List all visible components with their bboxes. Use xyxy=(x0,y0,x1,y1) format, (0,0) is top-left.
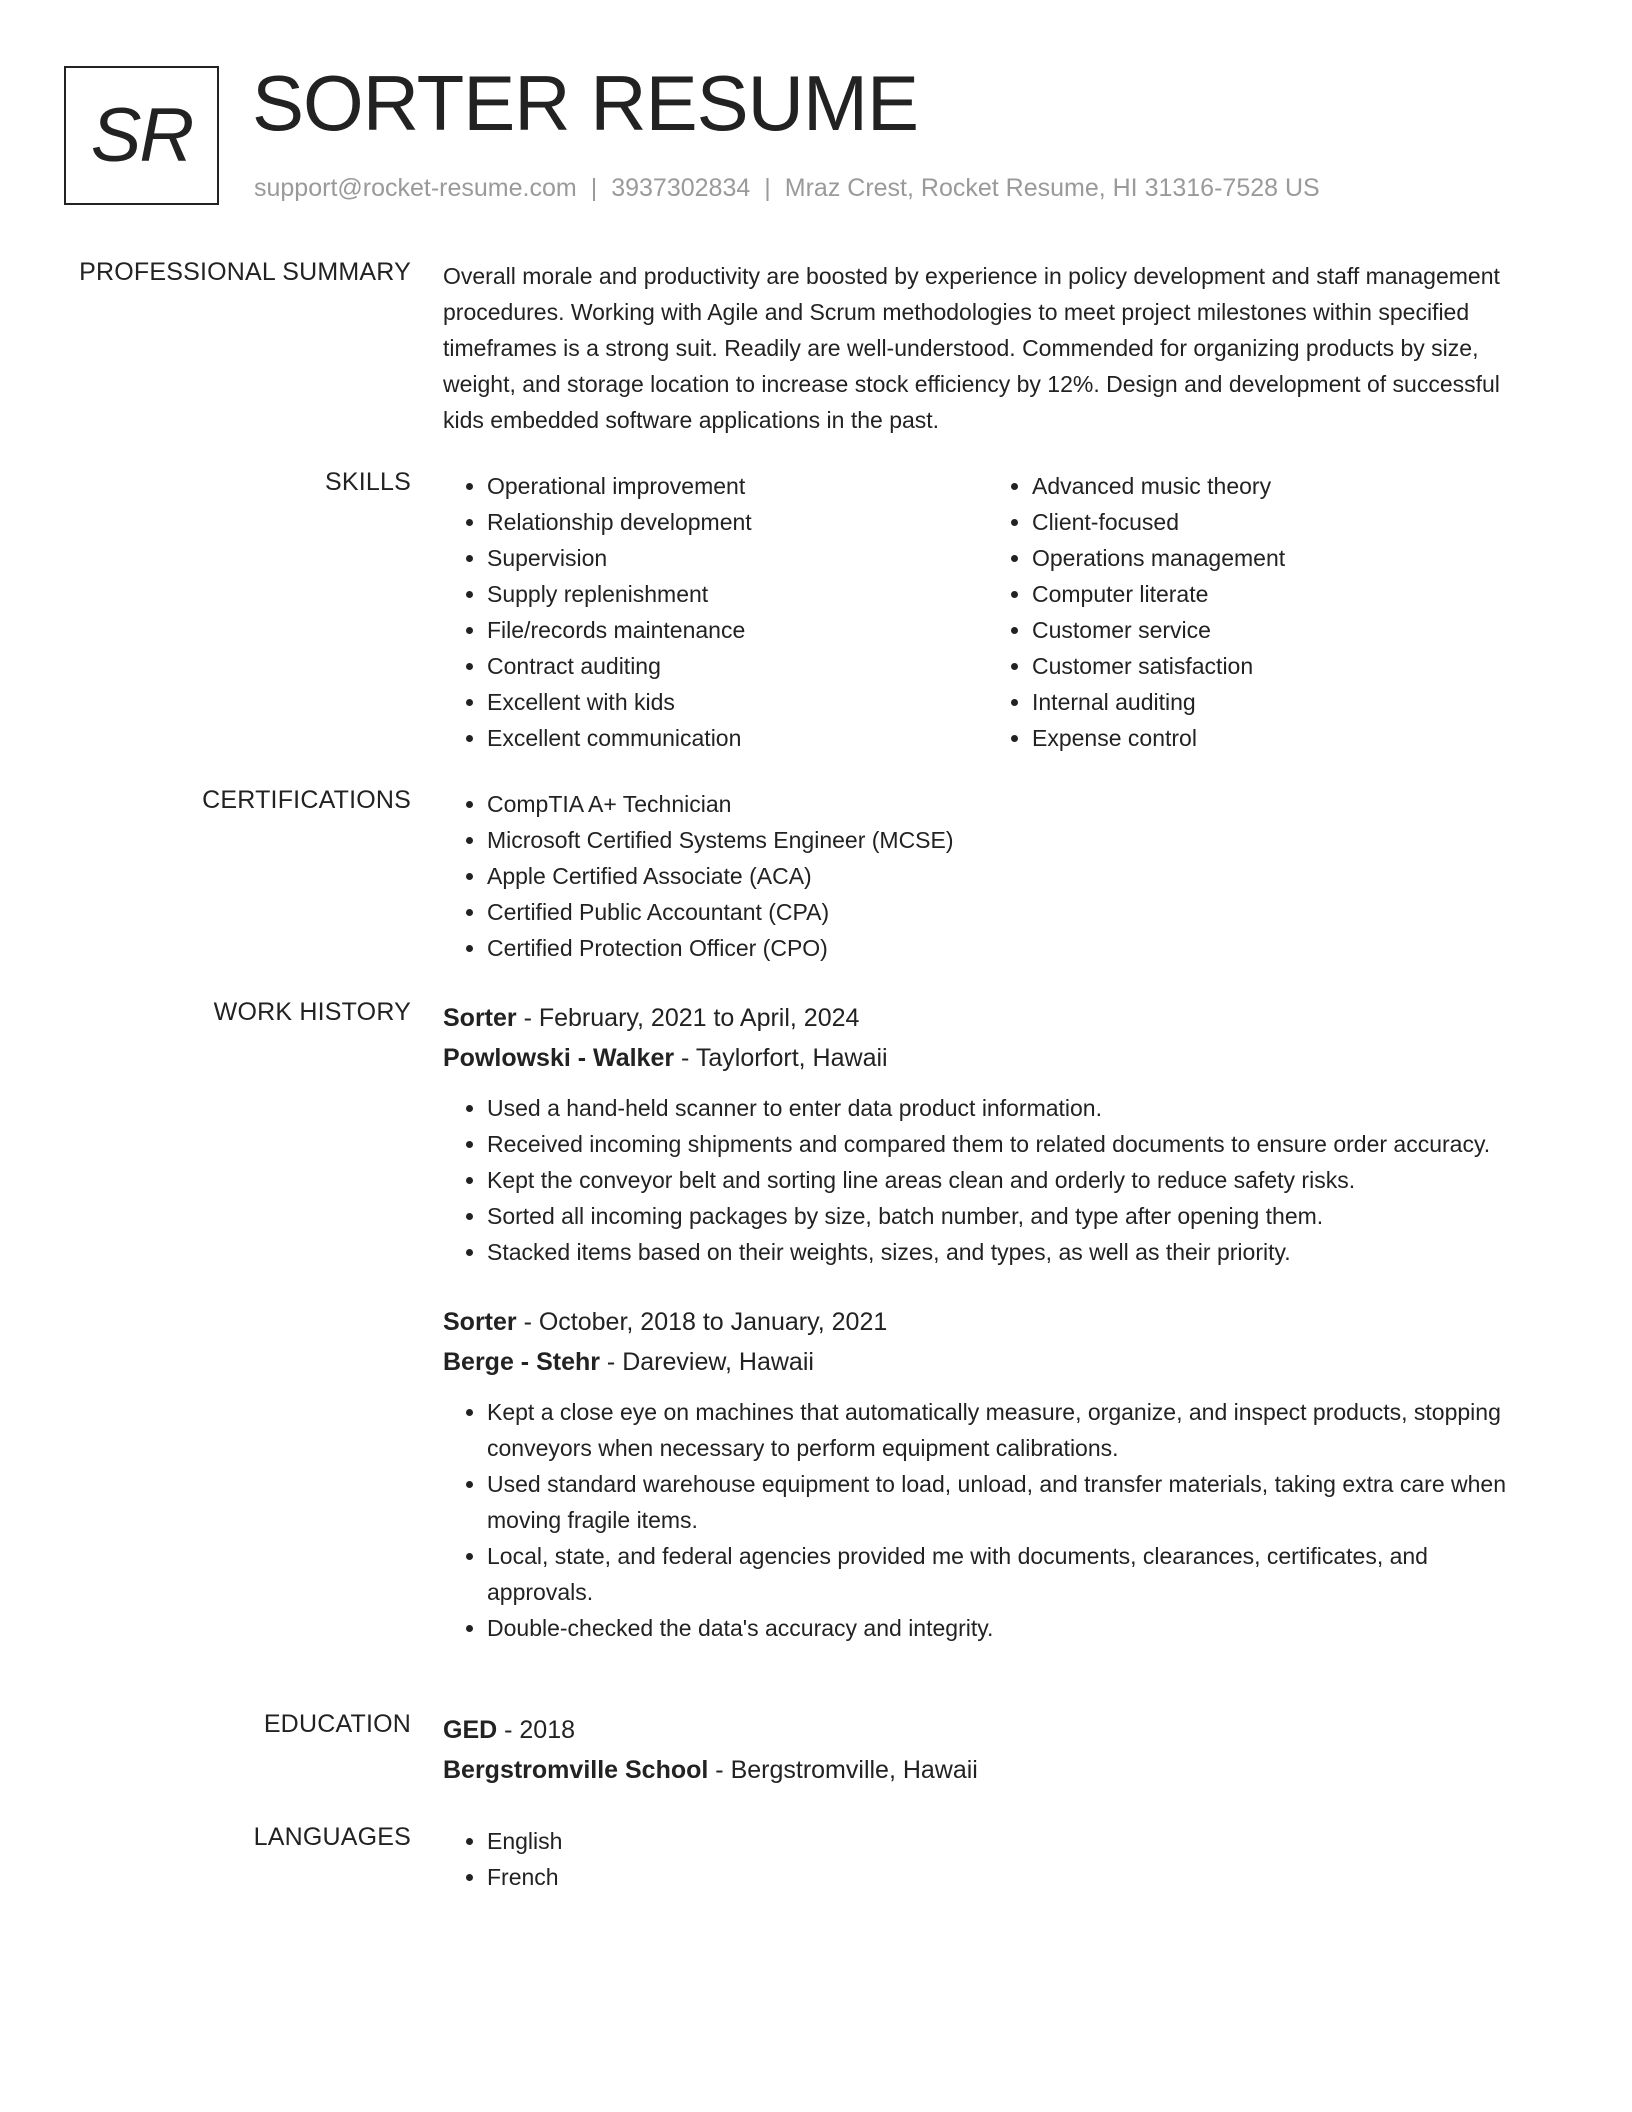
contact-address: Mraz Crest, Rocket Resume, HI 31316-7528 US xyxy=(784,174,1320,202)
certification-item: • Certified Public Accountant (CPA) xyxy=(487,894,1533,930)
job-title-line xyxy=(443,1302,1533,1342)
monogram-logo: SR xyxy=(64,66,219,205)
skill-item: • Operational improvement xyxy=(487,468,988,504)
section-label-summary: PROFESSIONAL SUMMARY xyxy=(79,258,411,286)
skill-item: • Operations management xyxy=(1032,540,1533,576)
summary-text: Overall morale and productivity are boosted by experience in policy development and staff management procedures. Working with Agile and Scrum methodologies to meet project milestones within specified timeframes is a strong suit. Readily are well-understood. Commended for organizing products by size, weight, and storage location to increase stock efficiency by 12%. Design and development of successful kids embedded software applications in the past. xyxy=(443,263,1500,433)
job-duty-item: • Double-checked the data's accuracy and integrity. xyxy=(487,1610,1533,1646)
job-duties-list xyxy=(443,1394,1533,1646)
contact-line xyxy=(254,174,1320,203)
job-company: Powlowski - Walker xyxy=(443,1044,675,1072)
job-company: Berge - Stehr xyxy=(443,1348,600,1376)
job-title: Sorter xyxy=(443,1308,517,1336)
education-degree-line xyxy=(443,1710,1533,1750)
job-duty-item: • Stacked items based on their weights, sizes, and types, as well as their priority. xyxy=(487,1234,1533,1270)
skill-item: • Supervision xyxy=(487,540,988,576)
job-title: Sorter xyxy=(443,1004,517,1032)
skills-grid xyxy=(443,468,1533,756)
education-school: Bergstromville School xyxy=(443,1756,709,1784)
languages-list xyxy=(443,1823,1533,1895)
job-title-line xyxy=(443,998,1533,1038)
resume-name: SORTER RESUME xyxy=(252,59,918,147)
skill-item: • Supply replenishment xyxy=(487,576,988,612)
job-duty-item: • Sorted all incoming packages by size, batch number, and type after opening them. xyxy=(487,1198,1533,1234)
education-degree: GED xyxy=(443,1716,498,1744)
job-company-line xyxy=(443,1038,1533,1078)
skill-item: • Relationship development xyxy=(487,504,988,540)
job-duty-item: • Received incoming shipments and compared them to related documents to ensure order accuracy. xyxy=(487,1126,1533,1162)
language-item: • English xyxy=(487,1823,1533,1859)
certification-item: • CompTIA A+ Technician xyxy=(487,786,1533,822)
certification-item: • Microsoft Certified Systems Engineer (MCSE) xyxy=(487,822,1533,858)
certification-item: • Apple Certified Associate (ACA) xyxy=(487,858,1533,894)
skill-item: • Computer literate xyxy=(1032,576,1533,612)
education-year: - 2018 xyxy=(497,1716,576,1744)
skill-item: • Customer service xyxy=(1032,612,1533,648)
job-entry xyxy=(443,1302,1533,1646)
section-label-languages: LANGUAGES xyxy=(253,1823,411,1851)
job-location: - Taylorfort, Hawaii xyxy=(674,1044,888,1072)
skill-item: • Contract auditing xyxy=(487,648,988,684)
job-duty-item: • Local, state, and federal agencies provided me with documents, clearances, certificates, and approvals. xyxy=(487,1538,1533,1610)
job-entry xyxy=(443,998,1533,1270)
skills-list-left xyxy=(443,468,988,756)
skill-item: • File/records maintenance xyxy=(487,612,988,648)
skill-item: • Customer satisfaction xyxy=(1032,648,1533,684)
job-duties-list xyxy=(443,1090,1533,1270)
job-company-line xyxy=(443,1342,1533,1382)
job-duty-item: • Used a hand-held scanner to enter data product information. xyxy=(487,1090,1533,1126)
contact-phone[interactable]: 3937302834 xyxy=(611,174,751,202)
section-label-certifications: CERTIFICATIONS xyxy=(202,786,411,814)
section-label-skills: SKILLS xyxy=(325,468,411,496)
skill-item: • Advanced music theory xyxy=(1032,468,1533,504)
education-location: - Bergstromville, Hawaii xyxy=(708,1756,978,1784)
resume-header xyxy=(64,59,1564,214)
job-duty-item: • Kept the conveyor belt and sorting line areas clean and orderly to reduce safety risks. xyxy=(487,1162,1533,1198)
skill-item: • Client-focused xyxy=(1032,504,1533,540)
skill-item: • Excellent with kids xyxy=(487,684,988,720)
section-label-work-history: WORK HISTORY xyxy=(213,998,411,1026)
skills-list-right xyxy=(988,468,1533,756)
contact-separator: | xyxy=(764,174,771,202)
contact-email[interactable]: support@rocket-resume.com xyxy=(254,174,577,202)
job-dates: - February, 2021 to April, 2024 xyxy=(516,1004,860,1032)
contact-separator: | xyxy=(590,174,598,202)
education-school-line xyxy=(443,1750,1533,1790)
skill-item: • Internal auditing xyxy=(1032,684,1533,720)
job-location: - Dareview, Hawaii xyxy=(599,1348,814,1376)
skill-item: • Expense control xyxy=(1032,720,1533,756)
language-item: • French xyxy=(487,1859,1533,1895)
job-dates: - October, 2018 to January, 2021 xyxy=(516,1308,888,1336)
certification-item: • Certified Protection Officer (CPO) xyxy=(487,930,1533,966)
job-duty-item: • Kept a close eye on machines that automatically measure, organize, and inspect products, stopping conveyors when necessary to perform equipment calibrations. xyxy=(487,1394,1533,1466)
job-duty-item: • Used standard warehouse equipment to load, unload, and transfer materials, taking extra care when moving fragile items. xyxy=(487,1466,1533,1538)
skill-item: • Excellent communication xyxy=(487,720,988,756)
certifications-list xyxy=(443,786,1533,966)
section-label-education: EDUCATION xyxy=(263,1710,411,1738)
